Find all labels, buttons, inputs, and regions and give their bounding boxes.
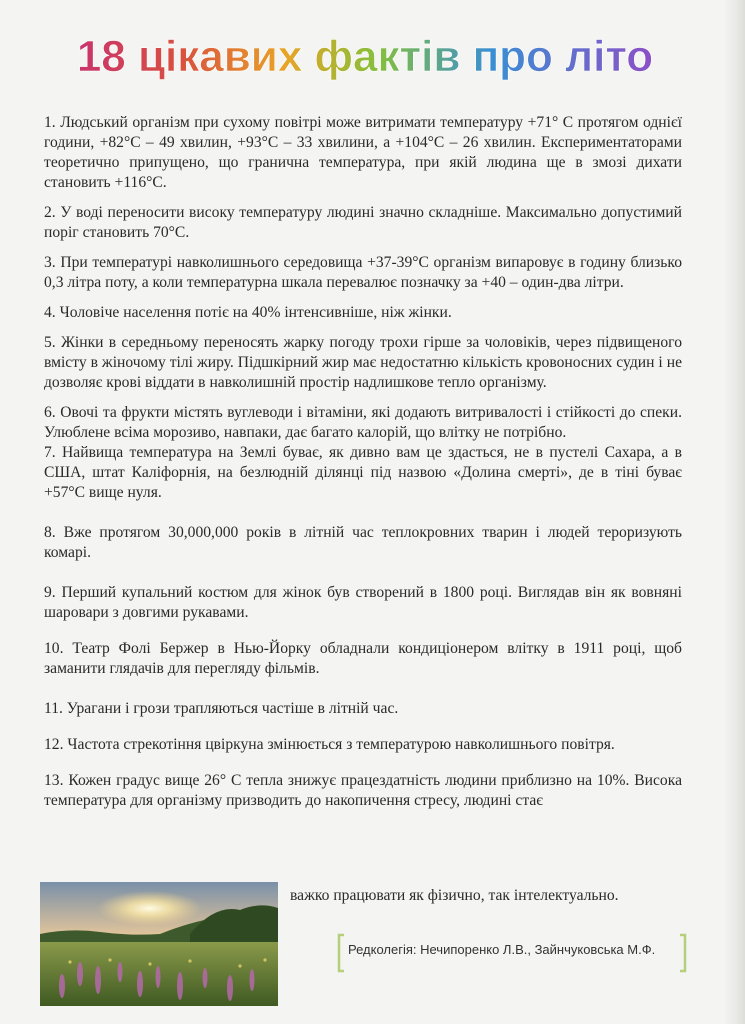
meadow-sunset-image [40,882,278,1006]
fact-8: 8. Вже протягом 30,000,000 років в літній час теплокровних тварин і людей тероризують комарі. [44,524,682,561]
summer-meadow-photo [40,882,278,1006]
fact-13-continuation: важко працювати як фізично, так інтелектуально. [290,887,619,904]
title-text: 18 цікавих фактів про літо [76,32,654,81]
fact-11: 11. Урагани і грози трапляються частіше в літній час. [44,700,399,717]
fact-10: 10. Театр Фолі Бержер в Нью-Йорку обладнали кондиціонером влітку в 1911 році, щоб заманити глядачів для перегляду фільмів. [44,640,682,677]
fact-2: 2. У воді переносити високу температуру людині значно складніше. Максимально допустимий поріг становить 70°С. [44,204,682,241]
fact-3: 3. При температурі навколишнього середовища +37-39°С організм випаровує в годину близько 0,3 літра поту, а коли температурна шкала перевалює позначку за +40 – один-два літри. [44,254,682,291]
fact-6: 6. Овочі та фрукти містять вуглеводи і вітаміни, які додають витривалості і стійкості до спеки. Улюблене всіма морозиво, навпаки, дає багато калорій, що влітку не потрібно. [44,404,682,441]
title-graphic [40,26,690,96]
page-edge [723,0,745,1024]
fact-1: 1. Людський організм при сухому повітрі може витримати температуру +71° С протягом однієї години, +82°С – 49 хвилин, +93°С – 33 хвилини, а +104°С – 26 хвилин. Експериментаторами теоретично припущено, що гранична температура, при якій людина ще в змозі дихати становить +116°С. [44,114,682,191]
editorial-credit [336,933,688,973]
fact-9: 9. Перший купальний костюм для жінок був створений в 1800 році. Виглядав він як вовняні шаровари з довгими рукавами. [44,584,682,621]
fact-12: 12. Частота стрекотіння цвіркуна змінюється з температурою навколишнього повітря. [44,736,615,753]
fact-4: 4. Чоловіче населення потіє на 40% інтенсивніше, ніж жінки. [44,304,452,321]
facts-list [44,113,682,811]
fact-5: 5. Жінки в середньому переносять жарку погоду трохи гірше за чоловіків, через підвищеного вмісту в жіночому тілі жиру. Підшкірний жир має недостатню кількість кровоносних судин і не дозволяє крові віддати в навколишній простір надлишкове тепло організму. [44,334,682,391]
fact-7: 7. Найвища температура на Землі буває, як дивно вам це здасться, не в пустелі Сахара, а в США, штат Каліфорнія, на безлюдній ділянці під назвою «Долина смерті», де в тіні буває +57°С вище нуля. [44,444,682,501]
page-title [40,26,690,96]
fact-13: 13. Кожен градус вище 26° С тепла знижує працездатність людини приблизно на 10%. Висока температура для організму призводить до накопичення стресу, людині стає [44,772,682,809]
credit-text: Редколегія: Нечипоренко Л.В., Зайнчуковська М.Ф. [348,942,656,957]
